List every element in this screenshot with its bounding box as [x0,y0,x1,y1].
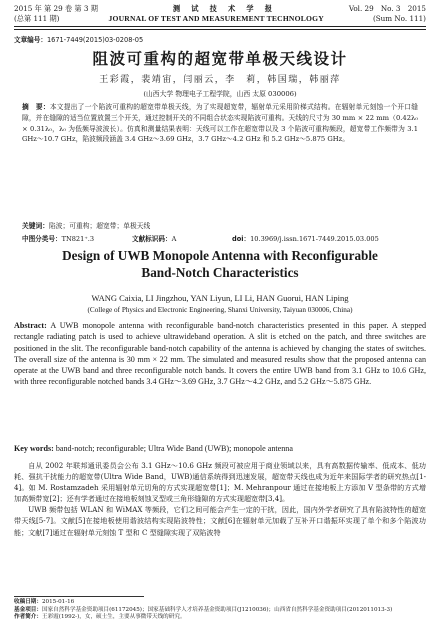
clc-number [22,233,132,243]
header-journal-cn: 测 试 技 术 学 报 [172,4,274,13]
affiliation-chinese: (山西大学 物理电子工程学院，山西 太原 030006) [143,90,297,98]
authors-english: WANG Caixia, LI Jingzhou, YAN Liyun, LI Li, HAN Guorui, HAN Liping [91,293,349,303]
title-chinese: 阻波可重构的超宽带单极天线设计 [92,50,348,68]
doi-value: 10.3969/j.issn.1671-7449.2015.03.005 [250,235,379,243]
keywords-chinese-label: 关键词： [22,222,50,230]
abstract-english-text: A UWB monopole antenna with reconfigurable band-notch characteristics presented in this paper. A stepped rectangle radiating patch is used to achieve ultrawideband operation. A slit is etched on the patch, and three switches are positioned in the slit. The reconfigurable band-notch capability of the antenna is achieved by changing the states of switches. The overall size of the antenna is 30 mm × 22 mm. The simulated and measured results show that the proposed antenna can operate at the UWB band and three reconfigurable notch bands. It covers the entire UWB band from 3.1 GHz to 10.6 GHz, with three reconfigurable notched bands 3.4 GHz～3.69 GHz, 3.7 GHz～4.2 GHz, and 5.2 GHz～5.875 GHz. [14,321,427,387]
author-bio-label: 作者简介： [14,614,42,621]
fund-value: 国家自然科学基金资助项目(61172045)；国家基础科学人才培养基金资助项目(J1210036)；山西省自然科学基金资助项目(2012011013-3) [41,606,393,613]
keywords-chinese [22,220,150,230]
header-rule-thick [14,26,426,27]
footnote-rule [14,596,144,597]
title-english-line-2: Band-Notch Characteristics [141,264,299,280]
body-text [14,460,426,538]
keywords-chinese-text: 陷波；可重构；超宽带；单极天线 [49,222,151,230]
abstract-chinese [22,102,418,145]
title-english [0,248,440,281]
document-code-label: 文献标识码： [132,235,172,243]
keywords-english-text: band-notch; reconfigurable; Ultra Wide Band (UWB); monopole antenna [55,444,293,453]
header-row-top [14,4,426,14]
authors-chinese: 王彩霞，裴靖宙，闫丽云，李 莉，韩国瑞，韩丽萍 [99,75,341,85]
abstract-english [14,320,426,388]
keywords-english-label: Key words: [14,444,54,453]
received-label: 收稿日期： [14,599,42,605]
header-volume: Vol. 29 No. 3 2015 [348,4,426,13]
header-journal-en: JOURNAL OF TEST AND MEASUREMENT TECHNOLOGY [108,14,324,23]
doi-label: doi： [232,235,251,243]
body-paragraph-2: UWB 频带包括 WLAN 和 WiMAX 等频段，它们之间可能会产生一定的干扰，因此，国内外学者研究了具有陷波特性的超宽带天线[5-7]。文献[5]在接地板使用谐波结构实现陷波特性；文献[6]在辐射单元加载了互补开口谐振环实现了单个和多个陷波功能；文献[7]通过在辐射单元刻蚀 T 型和 C 型缝隙实现了双陷波特 [14,505,426,537]
running-header [14,4,426,30]
author-bio-value: 王彩霞(1992-)，女，硕士生，主要从事微带天线的研究。 [41,614,186,621]
footnote [14,599,426,622]
article-number-value: 1671-7449(2015)03-0208-05 [46,36,144,44]
header-row-bottom [14,14,426,24]
header-rule-thin [14,29,426,30]
header-sum-no: (Sum No. 111) [372,14,426,23]
header-total-issue: (总第 111 期) [14,14,60,23]
classification-line [22,233,418,243]
article-number [14,34,143,44]
document-code [132,233,232,243]
clc-label: 中图分类号： [22,235,62,243]
fund-label: 基金项目： [14,606,42,613]
document-code-value: A [171,235,177,243]
received-value: 2015-01-16 [41,599,75,605]
footnote-author [14,614,426,622]
abstract-chinese-text: 本文提出了一个陷波可重构的超宽带单极天线，为了实现超宽带，辐射单元采用阶梯式结构。在辐射单元刻蚀一个开口缝隙，并在缝隙的适当位置放置三个开关，通过控制开关的不同组合状态实现陷波可重构。天线的尺寸为 30 mm × 22 mm（0.42λ₀ × 0.31λ₀，λ₀ 为低频导波波长）。仿真和测量结果表明：天线可以工作在超宽带以及 3 个陷波可重构频段，超宽带工作频带为 3.1 GHz～10.7 GHz，陷波频段涵盖 3.4 GHz～3.69 GHz，3.7 GHz～4.2 GHz 和 5.2 GHz～5.875 GHz。 [22,103,418,144]
article-number-label: 文章编号： [14,36,47,44]
doi [232,233,418,243]
abstract-english-label: Abstract: [14,321,47,330]
keywords-english [14,444,426,453]
title-english-line-1: Design of UWB Monopole Antenna with Reconfigurable [62,248,378,263]
body-paragraph-1: 自从 2002 年联邦通讯委员会公布 3.1 GHz～10.6 GHz 频段可被应用于商业领域以来，具有高数据传输率、低成本、低功耗、强抗干扰能力的超宽带(Ultra Wide Band，UWB)通信系统得到迅速发展，超宽带天线也成为近年来国际学者的研究热点[1-4]。如 M. Rostamzadeh 采用辐射单元切角的方式实现超宽带[1]；M. Mehranpour 通过在接地板上方添加 V 型条带的方式增加高频带宽[2]；还有学者通过在接地板刻蚀叉型或三角形缝隙的方式实现超宽带[3,4]。 [14,461,426,504]
header-issue: 2015 年 第 29 卷 第 3 期 [14,4,98,13]
footnote-received [14,599,426,607]
affiliation-english: (College of Physics and Electronic Engineering, Shanxi University, Taiyuan 030006, China) [87,306,353,314]
abstract-chinese-label: 摘 要： [22,103,50,111]
clc-value: TN821⁺.3 [61,235,95,243]
